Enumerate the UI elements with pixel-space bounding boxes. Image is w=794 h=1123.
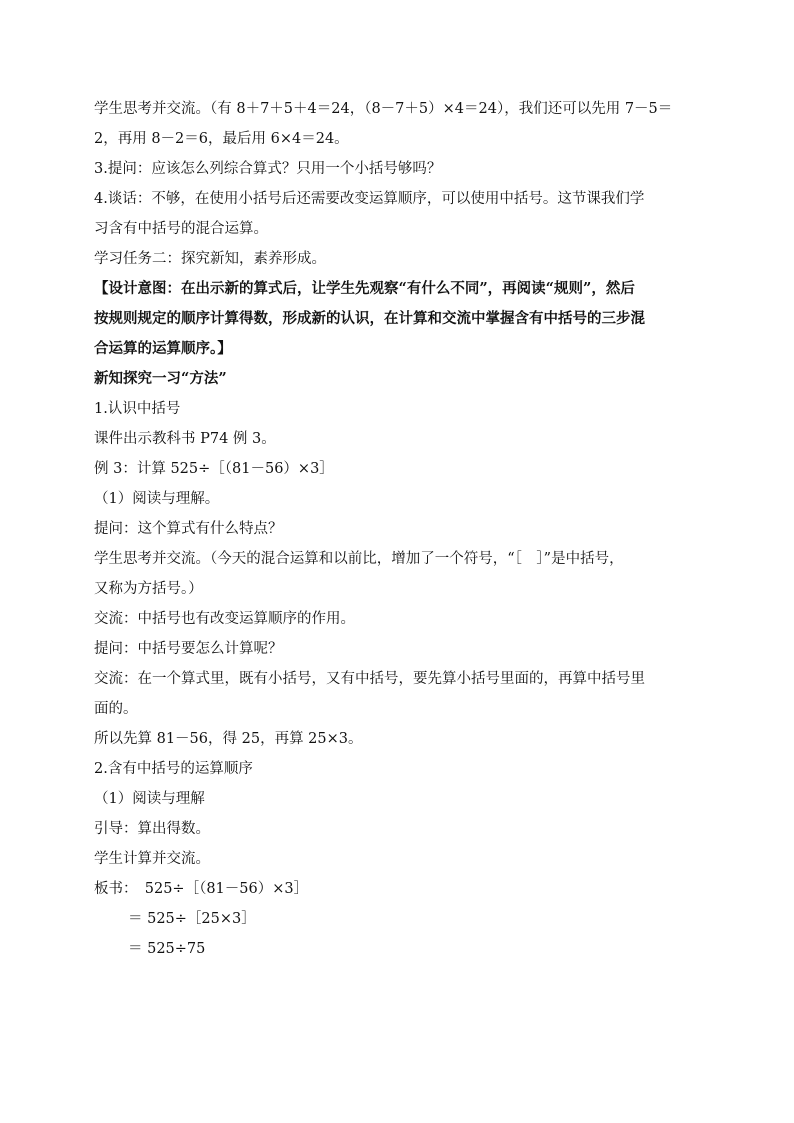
- text-line: 3.提问：应该怎么列综合算式？只用一个小括号够吗？: [94, 161, 442, 177]
- text-line: （1）阅读与理解: [94, 791, 205, 807]
- text-line: 交流：中括号也有改变运算顺序的作用。: [94, 611, 355, 627]
- text-line: 4.谈话：不够，在使用小括号后还需要改变运算顺序，可以使用中括号。这节课我们学: [94, 191, 645, 207]
- text-line: 面的。: [94, 701, 138, 717]
- text-line: 2.含有中括号的运算顺序: [94, 761, 253, 777]
- design-intent-line: 【设计意图：在出示新的算式后，让学生先观察“有什么不同”，再阅读“规则”，然后: [94, 280, 635, 297]
- text-line: 提问：这个算式有什么特点？: [94, 521, 283, 537]
- design-intent-line: 按规则规定的顺序计算得数，形成新的认识，在计算和交流中掌握含有中括号的三步混: [94, 310, 645, 327]
- text-line: 学习任务二：探究新知，素养形成。: [94, 251, 326, 267]
- text-line: 例 3：计算 525÷［（81－56）×3］: [94, 461, 334, 477]
- board-writing-line: 板书： 525÷［（81－56）×3］: [94, 881, 309, 897]
- text-line: 又称为方括号。）: [94, 581, 203, 597]
- document-body: [94, 94, 706, 964]
- text-line: 提问：中括号要怎么计算呢？: [94, 641, 283, 657]
- text-line: 交流：在一个算式里，既有小括号，又有中括号，要先算小括号里面的，再算中括号里: [94, 671, 645, 687]
- text-line: 学生思考并交流。（有 8＋7＋5＋4＝24，（8－7＋5）×4＝24），我们还可以先用 7－5＝: [94, 101, 673, 117]
- board-writing-step: ＝ 525÷75: [128, 941, 206, 957]
- text-line: 1.认识中括号: [94, 401, 181, 417]
- text-line: 所以先算 81－56，得 25，再算 25×3。: [94, 731, 363, 747]
- section-heading: 新知探究一习“方法”: [94, 370, 227, 387]
- text-line: 习含有中括号的混合运算。: [94, 221, 268, 237]
- board-writing-step: ＝ 525÷［25×3］: [128, 911, 256, 927]
- text-line: 2，再用 8－2＝6，最后用 6×4＝24。: [94, 131, 349, 147]
- text-line: 学生计算并交流。: [94, 851, 210, 867]
- text-line: 引导：算出得数。: [94, 821, 210, 837]
- text-line: （1）阅读与理解。: [94, 491, 220, 507]
- text-line: 课件出示教科书 P74 例 3。: [94, 431, 276, 447]
- text-line: 学生思考并交流。（今天的混合运算和以前比，增加了一个符号，“［ ］”是中括号，: [94, 551, 624, 567]
- design-intent-line: 合运算的运算顺序。】: [94, 340, 232, 357]
